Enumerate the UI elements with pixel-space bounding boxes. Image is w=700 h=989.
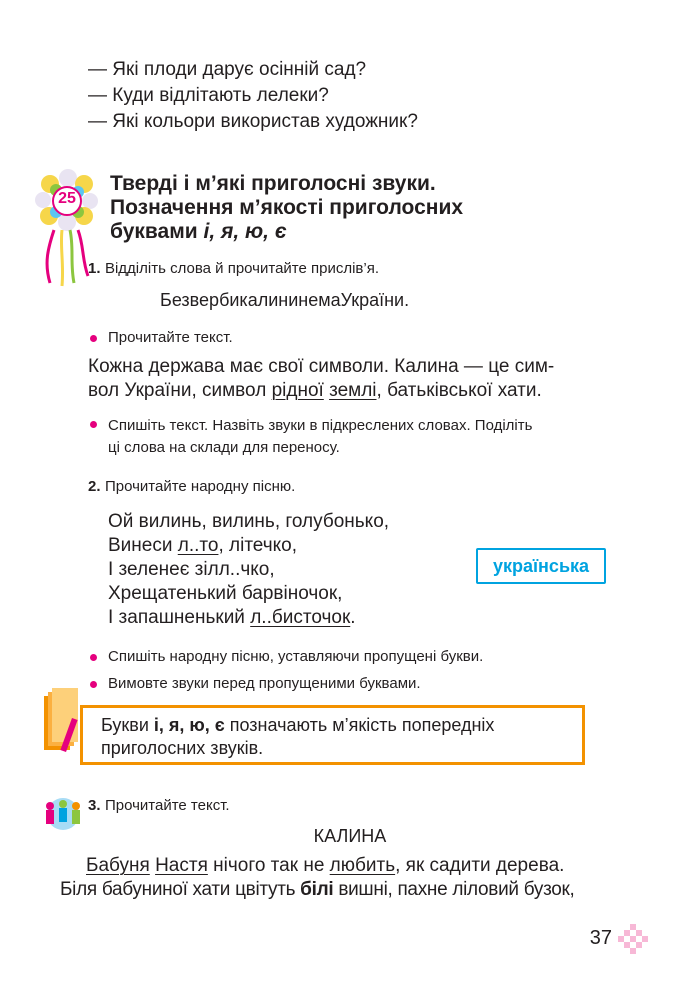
page-number: 37: [589, 927, 612, 949]
underlined-word: землі: [329, 380, 377, 401]
spelling-badge: українська: [476, 548, 606, 584]
exercise-3-instruction: Прочитайте текст.: [104, 797, 230, 814]
song-line: І зеленеє зілл..чко,: [108, 559, 275, 580]
underlined-word: Настя: [155, 855, 208, 876]
exercise-3-number: 3.: [88, 797, 101, 814]
ornament-icon: [618, 924, 648, 954]
bullet-icon: [90, 654, 97, 661]
exercise-1: [88, 260, 379, 278]
song-line: І запашненький л..бисточок.: [108, 607, 356, 628]
bullet-icon: [90, 421, 97, 428]
underlined-word: Бабуня: [86, 855, 150, 876]
text-heading: КАЛИНА: [313, 826, 387, 846]
rule-letters: і, я, ю, є: [153, 715, 225, 735]
lesson-title-prefix: буквами: [110, 220, 204, 243]
question-3: — Які кольори використав художник?: [88, 111, 418, 132]
exercise-1-instruction: Відділіть слова й прочитайте прислів’я.: [104, 260, 380, 277]
song: [108, 510, 389, 630]
rule-box: [80, 705, 585, 765]
copy-task: Спишіть текст. Назвіть звуки в підкреслених словах. Поділіть ці слова на склади для переносу.: [108, 417, 533, 456]
exercise-2-number: 2.: [88, 478, 101, 495]
exercise-2: [88, 478, 295, 496]
proverb: БезвербикалининемаУкраїни.: [160, 290, 410, 310]
underlined-word: рідної: [271, 380, 324, 401]
question-2: — Куди відлітають лелеки?: [88, 85, 329, 106]
exercise-2-instruction: Прочитайте народну пісню.: [104, 478, 296, 495]
exercise-1-number: 1.: [88, 260, 101, 277]
bullet-icon: [90, 335, 97, 342]
song-copy-task: Спишіть народну пісню, уставляючи пропущені букви.: [108, 648, 484, 665]
lesson-title-line-3: [110, 220, 463, 244]
underlined-word: л..то: [177, 535, 219, 556]
song-line: Хрещатенький барвіночок,: [108, 583, 343, 604]
book-icon: [40, 688, 82, 756]
rule-line-2: приголосних звуків.: [101, 738, 264, 758]
kalyna-line-1: Бабуня Настя нічого так не любить, як садити дерева.: [86, 855, 565, 876]
text-line-2: вол України, символ рідної землі, батьківської хати.: [88, 380, 542, 401]
lesson-title-line-2: Позначення м’якості приголосних: [110, 196, 464, 219]
underlined-word: л..бисточок: [250, 607, 351, 628]
exercise-3: [88, 797, 230, 815]
read-text-instruction: Прочитайте текст.: [108, 329, 233, 346]
text-paragraph: [88, 355, 608, 403]
underlined-word: любить: [329, 855, 396, 876]
question-1: — Які плоди дарує осінній сад?: [88, 59, 367, 80]
kalyna-text: [60, 854, 620, 902]
lesson-title: [110, 172, 463, 244]
lesson-number: 25: [58, 190, 76, 207]
song-line: Ой вилинь, вилинь, голубонько,: [108, 511, 390, 532]
bullet-icon: [90, 681, 97, 688]
kalyna-line-2: Біля бабуниної хати цвітуть білі вишні, пахне ліловий бузок,: [60, 879, 575, 900]
lesson-title-line-1: Тверді і м’які приголосні звуки.: [110, 172, 436, 195]
pronounce-task: Вимовте звуки перед пропущеними буквами.: [108, 675, 421, 692]
lesson-title-letters: і, я, ю, є: [203, 220, 287, 243]
rule-line-1: Букви і, я, ю, є позначають м’якість попередніх: [101, 715, 495, 735]
song-line: Винеси л..то, літечко,: [108, 535, 298, 556]
text-line-1: Кожна держава має свої символи. Калина — це сим-: [88, 356, 555, 377]
